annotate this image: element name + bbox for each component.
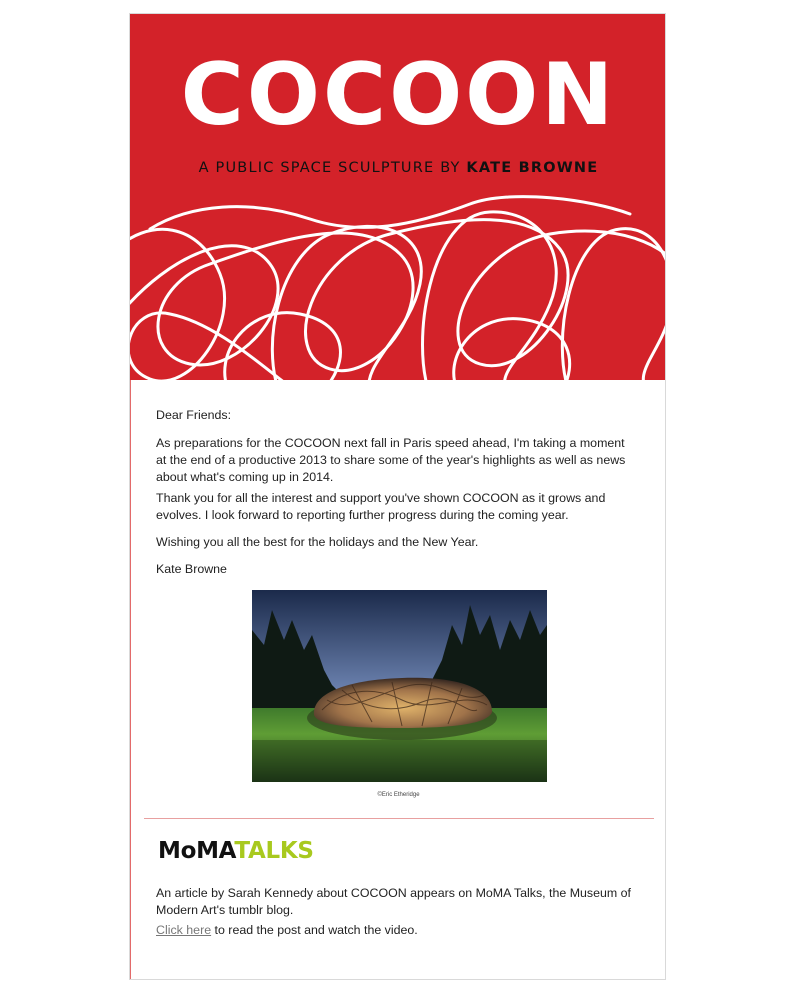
moma-logo-part-1: MoMA xyxy=(158,838,235,864)
banner-subtitle xyxy=(130,160,666,176)
signature: Kate Browne xyxy=(156,562,227,576)
letter-paragraph-2: Thank you for all the interest and support you've shown COCOON as it grows and evolves. I look forward to reporting further progress during the coming year. xyxy=(156,491,606,522)
letter-content xyxy=(130,380,666,980)
scribble-loops-graphic xyxy=(130,194,666,380)
banner-title: COCOON xyxy=(180,45,617,145)
moma-logo-part-2: TALKS xyxy=(234,838,314,864)
header-banner xyxy=(130,14,666,380)
subtitle-prefix: A PUBLIC SPACE SCULPTURE BY xyxy=(198,160,461,176)
section-divider xyxy=(144,818,654,819)
photo-credit: ©Eric Etheridge xyxy=(377,792,420,798)
click-here-link[interactable]: Click here xyxy=(156,923,212,937)
moma-article-text: An article by Sarah Kennedy about COCOON appears on MoMA Talks, the Museum of Modern Art's tumblr blog. xyxy=(156,886,631,917)
letter-paragraph-1: As preparations for the COCOON next fall in Paris speed ahead, I'm taking a moment at the end of a productive 2013 to share some of the year's highlights as well as news about what's coming up in 2014. xyxy=(156,436,626,484)
cocoon-sculpture-photo xyxy=(252,590,547,782)
moma-link-line xyxy=(156,922,638,939)
moma-talks-logo xyxy=(158,840,314,863)
subtitle-artist: KATE BROWNE xyxy=(466,160,599,176)
link-suffix: to read the post and watch the video. xyxy=(211,923,418,937)
greeting: Dear Friends: xyxy=(156,408,232,422)
letter-paragraph-3: Wishing you all the best for the holidays and the New Year. xyxy=(156,535,479,549)
email-newsletter xyxy=(129,13,666,980)
